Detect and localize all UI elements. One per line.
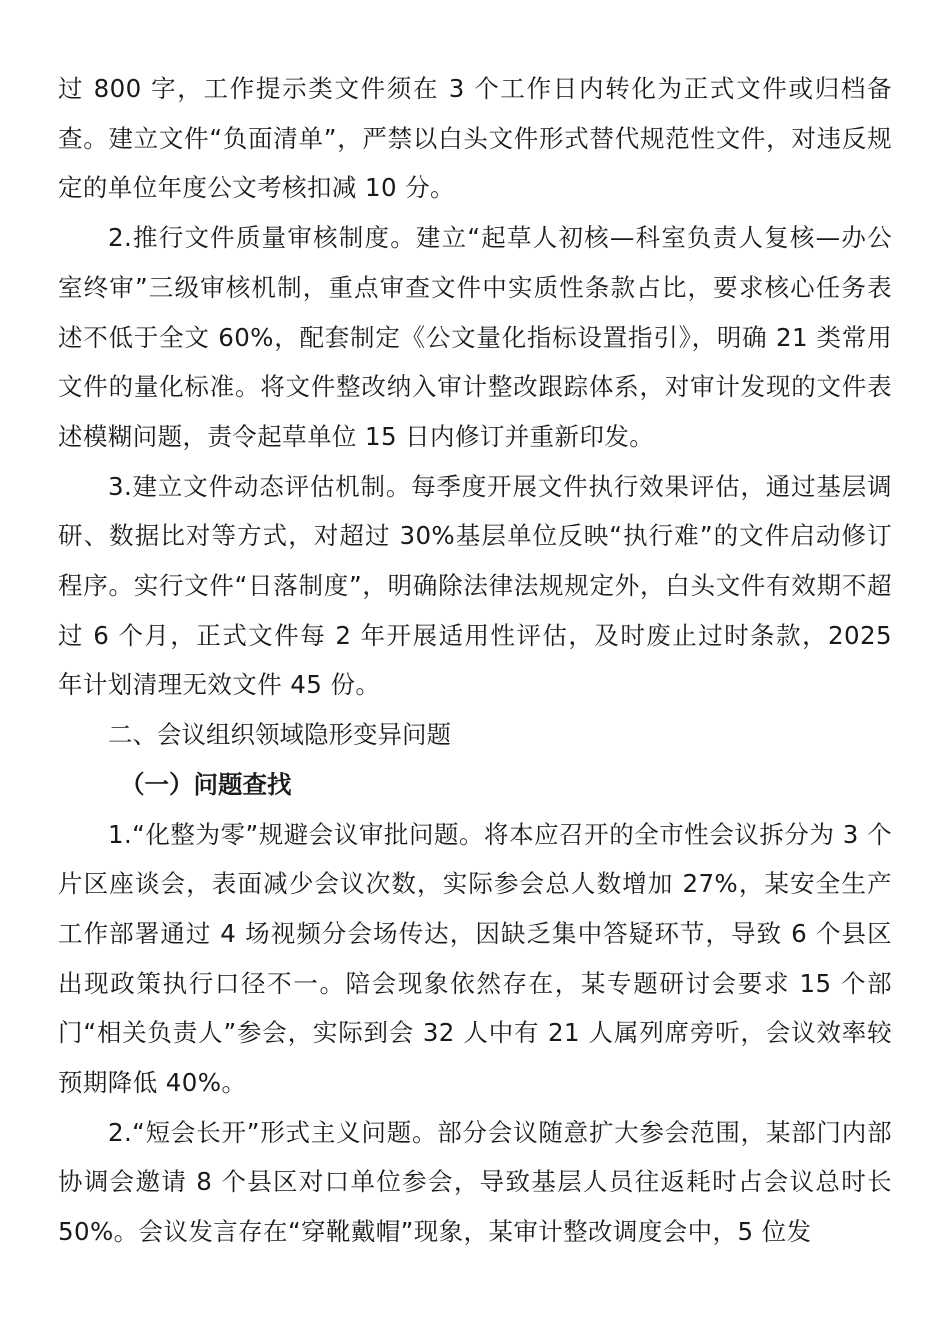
paragraph-meeting-item-1: 1.“化整为零”规避会议审批问题。将本应召开的全市性会议拆分为 3 个片区座谈会，表面减少会议次数，实际参会总人数增加 27%，某安全生产工作部署通过 4 场视频分会场传达，因缺乏集中答疑环节，导致 6 个县区出现政策执行口径不一。陪会现象依然存在，某专题研讨会要求 15 个部门“相关负责人”参会，实际到会 32 人中有 21 人属列席旁听，会议效率较预期降低 40%。 bbox=[58, 819, 892, 1098]
section-heading: 二、会议组织领域隐形变异问题 bbox=[108, 720, 451, 750]
paragraph-meeting-item-2: 2.“短会长开”形式主义问题。部分会议随意扩大参会范围，某部门内部协调会邀请 8 个县区对口单位参会，导致基层人员往返耗时占会议总时长 50%。会议发言存在“穿靴戴帽”现象，某审计整改调度会中，5 位发 bbox=[58, 1117, 892, 1247]
paragraph-continuation: 过 800 字，工作提示类文件须在 3 个工作日内转化为正式文件或归档备查。建立文件“负面清单”，严禁以白头文件形式替代规范性文件，对违反规定的单位年度公文考核扣减 10 分。 bbox=[58, 74, 892, 203]
document-page bbox=[58, 64, 892, 1257]
paragraph-item-2: 2.推行文件质量审核制度。建立“起草人初核—科室负责人复核—办公室终审”三级审核机制，重点审查文件中实质性条款占比，要求核心任务表述不低于全文 60%，配套制定《公文量化指标设置指引》，明确 21 类常用文件的量化标准。将文件整改纳入审计整改跟踪体系，对审计发现的文件表述模糊问题，责令起草单位 15 日内修订并重新印发。 bbox=[58, 223, 892, 451]
paragraph-item-3: 3.建立文件动态评估机制。每季度开展文件执行效果评估，通过基层调研、数据比对等方式，对超过 30%基层单位反映“执行难”的文件启动修订程序。实行文件“日落制度”，明确除法律法规规定外，白头文件有效期不超过 6 个月，正式文件每 2 年开展适用性评估，及时废止过时条款，2025 年计划清理无效文件 45 份。 bbox=[58, 471, 892, 700]
subsection-heading: （一）问题查找 bbox=[120, 769, 292, 799]
